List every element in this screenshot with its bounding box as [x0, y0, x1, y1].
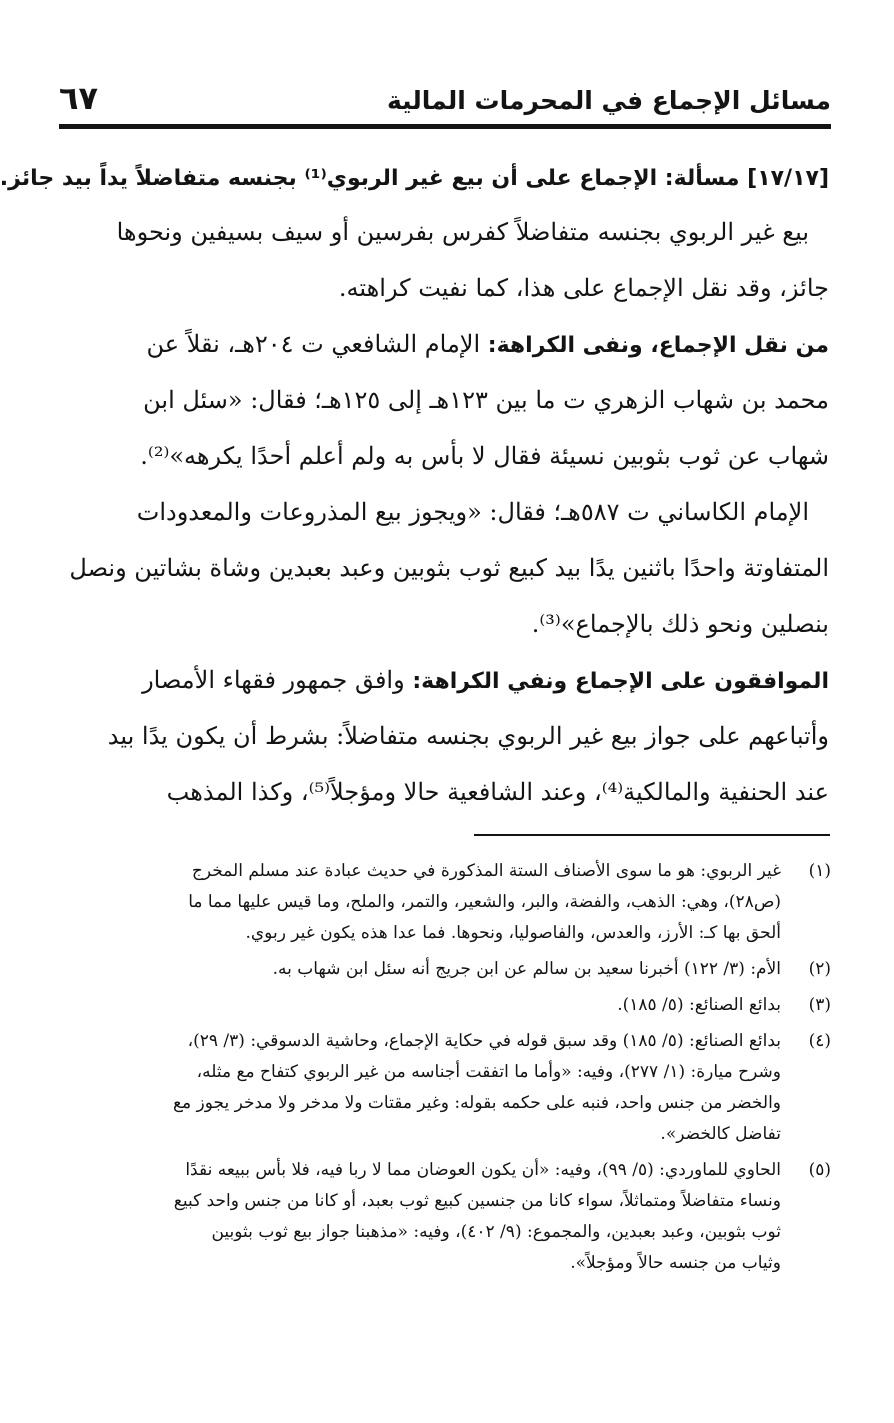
page-header: [59, 79, 831, 120]
footnote-line: [57, 1026, 831, 1057]
footnote-line: [57, 954, 831, 985]
footnote-number: (٣): [808, 995, 831, 1015]
main-text: [0, 154, 829, 820]
paragraph-line: بيع غير الربوي بجنسه متفاضلاً كفرس بفرسين أو سيف بسيفين ونحوها: [116, 218, 809, 246]
footnote-line: [57, 856, 831, 887]
footnote-line: (ص٢٨)، وهي: الذهب، والفضة، والبر، والشعير، والتمر، والملح، وما قيس عليها مما ما: [188, 892, 781, 912]
footnote-line: ألحق بها كـ: الأرز، والعدس، والفاصوليا، ونحوها. فما عدا هذه يكون غير ربوي.: [245, 923, 781, 943]
footnote-line: والخضر من جنس واحد، فنبه على حكمه بقوله: وغير مقتات ولا مدخر ولا مدخر يجوز مع: [172, 1093, 781, 1113]
paragraph-line: جائز، وقد نقل الإجماع على هذا، كما نفيت كراهته.: [338, 274, 829, 302]
paragraph-line: المتفاوتة واحدًا باثنين يدًا بيد كبيع ثوب بثوبين وعبد بعبدين وشاة بشاتين ونصل: [69, 554, 829, 582]
paragraph-lead: من نقل الإجماع، ونفى الكراهة:: [487, 333, 829, 358]
footnote-1: [57, 856, 831, 949]
header-rule: [59, 124, 831, 129]
footnote-line: وشرح ميارة: (١/ ٢٧٧)، وفيه: «وأما ما اتفقت أجناسه من غير الربوي كتفاح مع مثله،: [196, 1062, 781, 1082]
paragraph-line: وأتباعهم على جواز بيع غير الربوي بجنسه متفاضلاً: بشرط أن يكون يدًا بيد: [107, 722, 829, 750]
paragraph-text: وافق جمهور فقهاء الأمصار: [142, 666, 413, 694]
paragraph-line: [61, 316, 829, 372]
footnote-line: [57, 1155, 831, 1186]
footnote-text: غير الربوي: هو ما سوى الأصناف الستة المذكورة في حديث عبادة عند مسلم المخرج: [191, 861, 781, 881]
paragraph-line: شهاب عن ثوب بثوبين نسيئة فقال لا بأس به ولم أعلم أحدًا يكرهه»⁽²⁾.: [140, 442, 829, 470]
footnote-separator: [474, 834, 830, 836]
running-title: مسائل الإجماع في المحرمات المالية: [386, 86, 831, 115]
footnotes: [57, 856, 831, 1279]
paragraph-line: بنصلين ونحو ذلك بالإجماع»⁽³⁾.: [531, 610, 829, 638]
paragraph-line: محمد بن شهاب الزهري ت ما بين ١٢٣هـ إلى ١٢٥هـ؛ فقال: «سئل ابن: [143, 386, 829, 414]
paragraph-lead: الموافقون على الإجماع ونفي الكراهة:: [412, 669, 829, 694]
footnote-number: (١): [808, 861, 831, 881]
paragraph-line: عند الحنفية والمالكية⁽⁴⁾، وعند الشافعية حالا ومؤجلاً⁽⁵⁾، وكذا المذهب: [166, 778, 829, 806]
paragraph-text: الإمام الشافعي ت ٢٠٤هـ، نقلاً عن: [146, 330, 488, 358]
footnote-number: (٥): [808, 1160, 831, 1180]
paragraph-line: [61, 652, 829, 708]
footnote-2: [57, 954, 831, 985]
footnote-line: ثوب بثوبين، وعبد بعبدين، والمجموع: (٩/ ٤٠٢)، وفيه: «مذهبنا جواز بيع ثوب بثوبين: [211, 1222, 781, 1242]
footnote-text: بدائع الصنائع: (٥/ ١٨٥).: [617, 995, 781, 1015]
paragraph-line: الإمام الكاساني ت ٥٨٧هـ؛ فقال: «ويجوز بيع المذروعات والمعدودات: [136, 498, 809, 526]
footnote-number: (٢): [808, 959, 831, 979]
footnote-3: [57, 990, 831, 1021]
footnote-number: (٤): [808, 1031, 831, 1051]
footnote-5: [57, 1155, 831, 1279]
footnote-text: الحاوي للماوردي: (٥/ ٩٩)، وفيه: «أن يكون العوضان مما لا ربا فيه، فلا بأس ببيعه نقدًا: [185, 1160, 781, 1180]
footnote-text: بدائع الصنائع: (٥/ ١٨٥) وقد سبق قوله في حكاية الإجماع، وحاشية الدسوقي: (٣/ ٢٩)،: [187, 1031, 781, 1051]
footnote-line: تفاضل كالخضر».: [660, 1124, 781, 1144]
footnote-text: الأم: (٣/ ١٢٢) أخبرنا سعيد بن سالم عن ابن جريج أنه سئل ابن شهاب به.: [272, 959, 781, 979]
footnote-line: وثياب من جنسه حالاً ومؤجلاً».: [570, 1253, 781, 1273]
issue-heading: [١٧/١٧] مسألة: الإجماع على أن بيع غير الربوي⁽¹⁾ بجنسه متفاضلاً يداً بيد جائز.: [0, 166, 829, 191]
footnote-line: [57, 990, 831, 1021]
footnote-line: ونساء متفاضلاً ومتماثلاً، سواء كانا من جنسين كبيع ثوب بعبد، أو كانا من جنس واحد كبيع: [173, 1191, 781, 1211]
footnote-4: [57, 1026, 831, 1150]
page-number: ٦٧: [59, 79, 99, 117]
